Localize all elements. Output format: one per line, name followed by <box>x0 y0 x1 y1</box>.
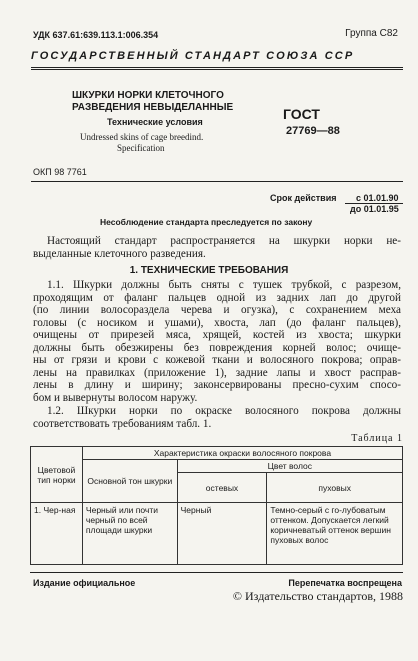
udk-code: УДК 637.61:639.113.1:006.354 <box>33 30 159 40</box>
header-divider <box>31 67 403 68</box>
official-edition: Издание официальное <box>33 578 136 588</box>
para-1-1-line: лены в длину и ширину; законсервированы пресно-сухим спосо- <box>33 379 401 391</box>
validity-from: с 01.01.90 <box>356 193 399 203</box>
table-header-down: пуховых <box>267 473 403 503</box>
para-1-2-line: 1.2. Шкурки норки по окраске волосяного покрова должны <box>47 405 401 417</box>
para-1-1-line: (по линии волосораздела черева и огузка), с сохранением меха <box>33 304 401 316</box>
para-1-1-line: 1.1. Шкурки должны быть сняты с тушек трубкой, с разрезом, <box>47 279 401 291</box>
para-1-1-line: ны от грязи и крови с кожевой ткани и волосяного покрова; оправ- <box>33 354 401 366</box>
para-1-1-line: лены на правилках (приложение 1), задние лапы и хвост расправ- <box>33 367 401 379</box>
title-line-2: РАЗВЕДЕНИЯ НЕВЫДЕЛАННЫЕ <box>72 102 234 113</box>
law-notice: Несоблюдение стандарта преследуется по закону <box>100 217 313 227</box>
header-divider-thin <box>31 69 403 70</box>
table-header-main-tone: Основной тон шкурки <box>82 460 177 503</box>
cell-guard-hair: Черный <box>177 503 267 565</box>
gost-label: ГОСТ <box>283 106 320 122</box>
para-1-1-line: бом и вывернуты волосом наружу. <box>33 392 198 404</box>
color-table <box>30 446 403 565</box>
okp-code: ОКП 98 7761 <box>33 167 87 177</box>
cell-down-hair: Темно-серый с го-лубоватым оттенком. Допускается легкий коричневатый оттенок вершин пуховых волос <box>267 503 403 565</box>
title-conditions: Технические условия <box>107 117 203 127</box>
reprint-notice: Перепечатка воспрещена <box>288 578 402 588</box>
gost-number: 27769—88 <box>286 125 340 137</box>
table-header-group: Характеристика окраски волосяного покрова <box>82 447 402 460</box>
intro-line-1: Настоящий стандарт распространяется на шкурки норки не- <box>47 235 401 247</box>
table-header-guard: остевых <box>177 473 267 503</box>
okp-divider <box>31 181 403 182</box>
cell-main-tone: Черный или почти черный по всей площади шкурки <box>82 503 177 565</box>
table-header-hair: Цвет волос <box>177 460 402 473</box>
validity-to: до 01.01.95 <box>350 204 399 214</box>
table-row <box>31 503 403 565</box>
title-english-2: Specification <box>117 143 165 153</box>
para-1-1-line: очищены от прирезей мяса, хрящей, костей из хвоста; шкурки <box>33 329 401 341</box>
copyright: © Издательство стандартов, 1988 <box>232 589 403 603</box>
footer-divider <box>30 572 403 573</box>
para-1-1-line: должны быть обезжирены без повреждения корней волос; очище- <box>33 342 401 354</box>
para-1-1-line: головы (с носиком и ушами), хвоста, лап (до фаланг пальцев), <box>33 317 401 329</box>
table-caption: Таблица 1 <box>351 433 403 444</box>
title-line-1: ШКУРКИ НОРКИ КЛЕТОЧНОГО <box>72 90 224 101</box>
group-code: Группа С82 <box>345 28 398 39</box>
section-title: 1. ТЕХНИЧЕСКИЕ ТРЕБОВАНИЯ <box>129 265 289 276</box>
para-1-2-line: соответствовать требованиям табл. 1. <box>33 418 212 430</box>
title-english-1: Undressed skins of cage breedind. <box>80 132 204 142</box>
intro-line-2: выделанные клеточного разведения. <box>33 248 206 260</box>
validity-label: Срок действия <box>270 193 337 203</box>
table-header-type: Цветовой тип норки <box>31 447 83 503</box>
council-title: ГОСУДАРСТВЕННЫЙ СТАНДАРТ СОЮЗА ССР <box>31 50 355 62</box>
para-1-1-line: проходящим от фаланг пальцев одной из задних лап до другой <box>33 292 401 304</box>
cell-type: 1. Чер-ная <box>31 503 83 565</box>
